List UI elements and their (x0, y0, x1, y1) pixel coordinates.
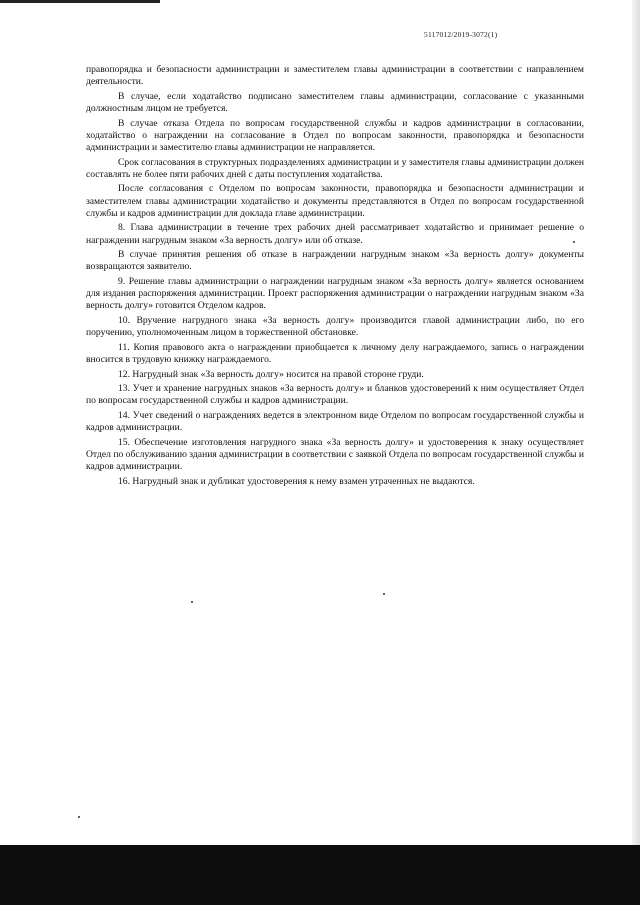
scan-speck (573, 241, 575, 243)
scan-bottom-bar (0, 845, 640, 905)
scan-right-edge (632, 0, 640, 905)
paragraph: В случае отказа Отдела по вопросам государственной службы и кадров администрации в согласовании, ходатайство о награждении на согласование в Отдел по вопросам законности, правопорядка и безопасности администрации и заместителю главы администрации не направляется. (86, 117, 584, 153)
paragraph: 15. Обеспечение изготовления нагрудного знака «За верность долгу» и удостоверения к знаку осуществляет Отдел по обслуживанию здания администрации в соответствии с заявкой Отдела по вопросам государственной службы и кадров администрации. (86, 436, 584, 473)
scan-speck (78, 816, 80, 818)
paragraph: 9. Решение главы администрации о награждении нагрудным знаком «За верность долгу» является основанием для издания распоряжения администрации. Проект распоряжения администрации о награждении нагрудным знаком «За верность долгу» готовится Отделом кадров. (86, 275, 584, 312)
paragraph: 16. Нагрудный знак и дубликат удостоверения к нему взамен утраченных не выдаются. (118, 475, 475, 487)
scan-speck (383, 593, 385, 595)
document-body (86, 64, 584, 490)
paragraph: В случае, если ходатайство подписано заместителем главы администрации, согласование с указанными должностным лицом не требуется. (86, 90, 584, 114)
paragraph: После согласования с Отделом по вопросам законности, правопорядка и безопасности администрации и заместителем главы администрации ходатайство и документы представляются в Отдел по вопросам государственной службы и кадров администрации для доклада главе администрации. (86, 183, 584, 219)
paragraph: 14. Учет сведений о награждениях ведется в электронном виде Отделом по вопросам государственной службы и кадров администрации. (86, 409, 584, 434)
document-id-stamp: 5117012/2019-3072(1) (424, 30, 498, 39)
scan-top-edge (0, 0, 160, 3)
paragraph: 13. Учет и хранение нагрудных знаков «За верность долгу» и бланков удостоверений к ним осуществляет Отдел по вопросам государственной службы и кадров администрации. (86, 383, 584, 407)
paragraph: 11. Копия правового акта о награждении приобщается к личному делу награждаемого, запись о награждении вносится в трудовую книжку награждаемого. (86, 341, 584, 365)
scan-speck (191, 601, 193, 603)
paragraph: правопорядка и безопасности администрации и заместителем главы администрации в соответствии с направлением деятельности. (86, 64, 584, 88)
paragraph: В случае принятия решения об отказе в награждении нагрудным знаком «За верность долгу» документы возвращаются заявителю. (86, 249, 584, 273)
paragraph: 12. Нагрудный знак «За верность долгу» носится на правой стороне груди. (118, 368, 424, 380)
paragraph: 10. Вручение нагрудного знака «За верность долгу» производится главой администрации либо, по его поручению, уполномоченным лицом в торжественной обстановке. (86, 314, 584, 339)
paragraph: Срок согласования в структурных подразделениях администрации и у заместителя главы администрации должен составлять не более пяти рабочих дней с даты поступления ходатайства. (86, 156, 584, 180)
paragraph: 8. Глава администрации в течение трех рабочих дней рассматривает ходатайство и принимает решение о награждении нагрудным знаком «За верность долгу» или об отказе. (86, 222, 584, 246)
